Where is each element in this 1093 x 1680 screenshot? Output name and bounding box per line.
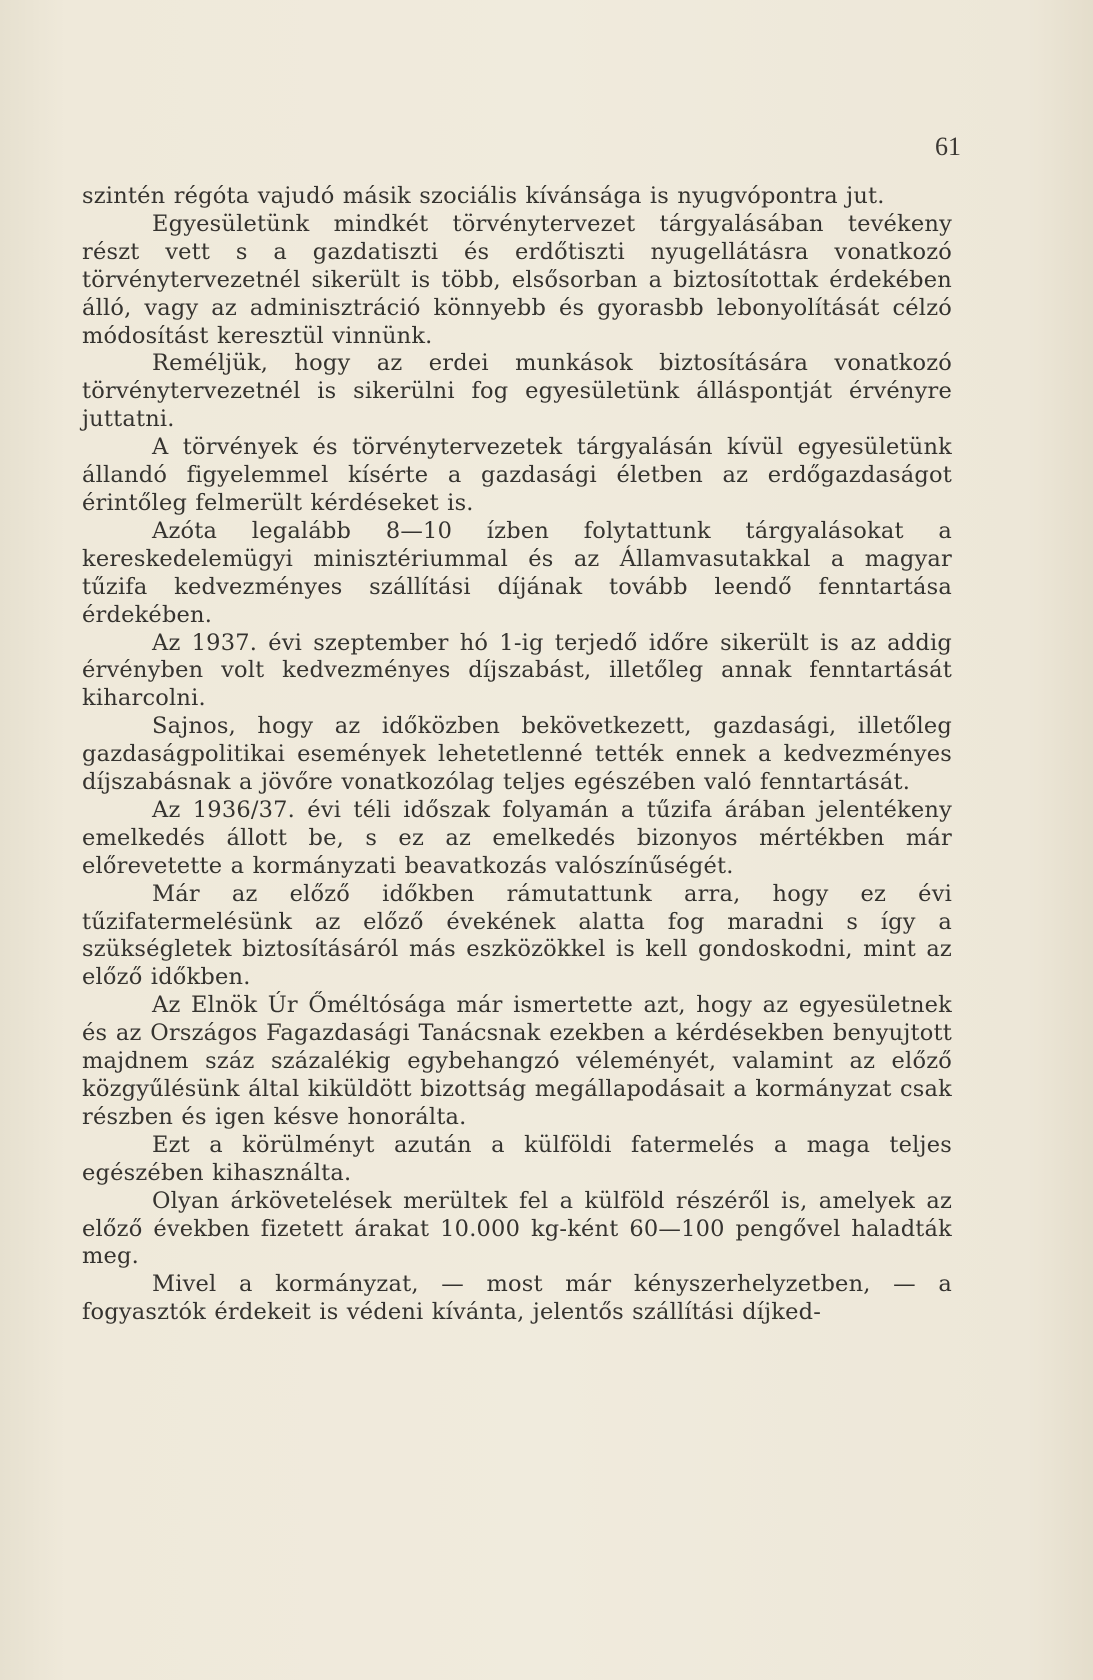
paragraph: Ezt a körülményt azután a külföldi fatermelés a maga teljes egészében kihasználta. <box>82 1131 952 1186</box>
paragraph: Már az előző időkben rámutattunk arra, hogy ez évi tűzifatermelésünk az előző évekének alatta fog maradni s így a szükségletek biztosításáról más eszközökkel is kell gondoskodni, mint az előző időkben. <box>82 880 952 991</box>
paragraph: szintén régóta vajudó másik szociális kívánsága is nyugvópontra jut. <box>82 183 885 209</box>
paragraph: Reméljük, hogy az erdei munkások biztosítására vonatkozó törvénytervezetnél is sikerülni fog egyesületünk álláspontját érvényre juttatni. <box>82 350 952 433</box>
paragraph: A törvények és törvénytervezetek tárgyalásán kívül egyesületünk állandó figyelemmel kísérte a gazdasági életben az erdőgazdaságot érintőleg felmerült kérdéseket is. <box>82 434 952 516</box>
paragraph: Egyesületünk mindkét törvénytervezet tárgyalásában tevékeny részt vett s a gazdatiszti és erdőtiszti nyugellátásra vonatkozó törvénytervezetnél sikerült is több, elsősorban a biztosítottak érdekében álló, vagy az adminisztráció könnyebb és gyorasbb lebonyolítását célzó módosítást keresztül vinnünk. <box>82 210 952 349</box>
paragraph: Az Elnök Úr Őméltósága már ismertette azt, hogy az egyesületnek és az Országos Fagazdasági Tanácsnak ezekben a kérdésekben benyujtott majdnem száz százalékig egybehangzó véleményét, valamint az előző közgyűlésünk által kiküldött bizottság megállapodásait a kormányzat csak részben és igen késve honorálta. <box>82 992 952 1130</box>
paragraph: Mivel a kormányzat, — most már kényszerhelyzetben, — a fogyasztók érdekeit is védeni kívánta, jelentős szállítási díjked- <box>82 1271 952 1326</box>
body-text <box>82 183 952 1327</box>
paragraph: Olyan árkövetelések merültek fel a külföld részéről is, amelyek az előző években fizetett árakat 10.000 kg-ként 60—100 pengővel haladták meg. <box>82 1187 952 1270</box>
paragraph: Azóta legalább 8—10 ízben folytattunk tárgyalásokat a kereskedelemügyi minisztériummal és az Államvasutakkal a magyar tűzifa kedvezményes szállítási díjának tovább leendő fenntartása érdekében. <box>82 517 952 628</box>
paragraph: Sajnos, hogy az időközben bekövetkezett, gazdasági, illetőleg gazdaságpolitikai események lehetetlenné tették ennek a kedvezményes díjszabásnak a jövőre vonatkozólag teljes egészében való fenntartását. <box>82 713 952 796</box>
paragraph: Az 1936/37. évi téli időszak folyamán a tűzifa árában jelentékeny emelkedés állott be, s ez az emelkedés bizonyos mértékben már előrevetette a kormányzati beavatkozás valószínűségét. <box>82 796 952 879</box>
page-number: 61 <box>935 132 961 161</box>
paragraph: Az 1937. évi szeptember hó 1-ig terjedő időre sikerült is az addig érvényben volt kedvezményes díjszabást, illetőleg annak fenntartását kiharcolni. <box>82 629 952 712</box>
